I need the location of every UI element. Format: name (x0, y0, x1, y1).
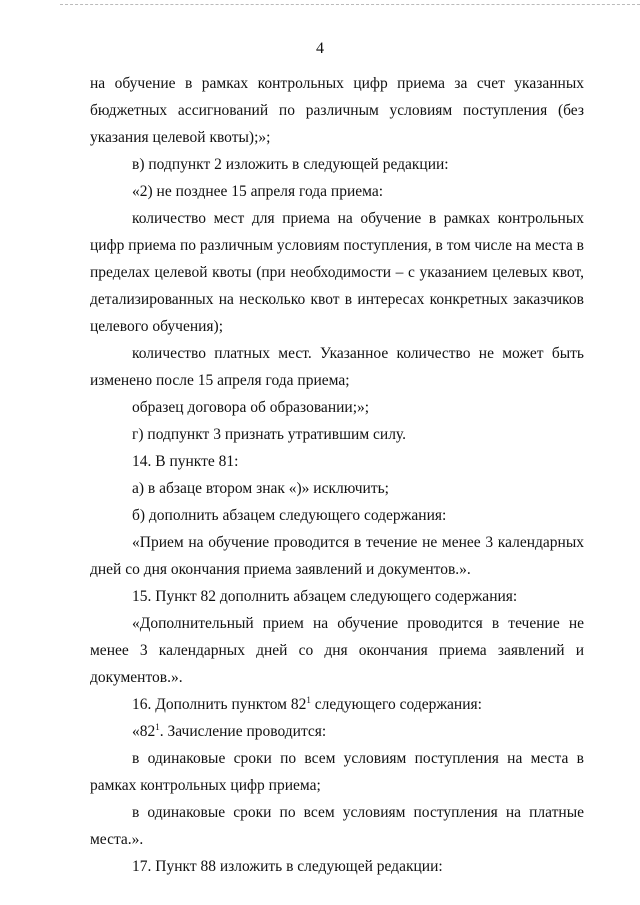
paragraph: 17. Пункт 88 изложить в следующей редакции: (132, 858, 443, 875)
p16-superscript: 1 (306, 694, 311, 705)
paragraph-16 (90, 691, 584, 718)
paragraph: «2) не позднее 15 апреля года приема: (132, 183, 384, 200)
paragraph: б) дополнить абзацем следующего содержания: (132, 507, 447, 524)
paragraph: «Дополнительный прием на обучение проводится в течение не менее 3 календарных дней со дня окончания приема заявлений и документов.». (90, 615, 584, 686)
p16-after: следующего содержания: (310, 696, 482, 713)
paragraph: количество мест для приема на обучение в рамках контрольных цифр приема по различным условиям поступления, в том числе на места в пределах целевой квоты (при необходимости – с указанием целевых квот, детализированных на несколько квот в интересах конкретных заказчиков целевого обучения); (90, 210, 584, 335)
paragraph-82-1 (90, 718, 584, 745)
paragraph: в одинаковые сроки по всем условиям поступления на места в рамках контрольных цифр приема; (90, 750, 584, 794)
document-body (90, 70, 584, 880)
paragraph: образец договора об образовании;»; (132, 399, 370, 416)
page-number: 4 (316, 40, 324, 57)
paragraph: 14. В пункте 81: (132, 453, 239, 470)
paragraph: количество платных мест. Указанное количество не может быть изменено после 15 апреля года приема; (90, 345, 584, 389)
p82-after: . Зачисление проводится: (159, 723, 327, 740)
p82-before: «82 (132, 723, 156, 740)
paragraph: в одинаковые сроки по всем условиям поступления на платные места.». (90, 804, 584, 848)
paragraph: 15. Пункт 82 дополнить абзацем следующего содержания: (132, 588, 518, 605)
paragraph: а) в абзаце втором знак «)» исключить; (132, 480, 389, 497)
p82-superscript: 1 (155, 721, 160, 732)
scan-top-edge (60, 4, 640, 5)
paragraph: «Прием на обучение проводится в течение не менее 3 календарных дней со дня окончания приема заявлений и документов.». (90, 534, 584, 578)
paragraph: в) подпункт 2 изложить в следующей редакции: (132, 156, 449, 173)
p16-before: 16. Дополнить пунктом 82 (132, 696, 307, 713)
paragraph: г) подпункт 3 признать утратившим силу. (132, 426, 406, 443)
paragraph: на обучение в рамках контрольных цифр приема за счет указанных бюджетных ассигнований по различным условиям поступления (без указания целевой квоты);»; (90, 75, 584, 146)
